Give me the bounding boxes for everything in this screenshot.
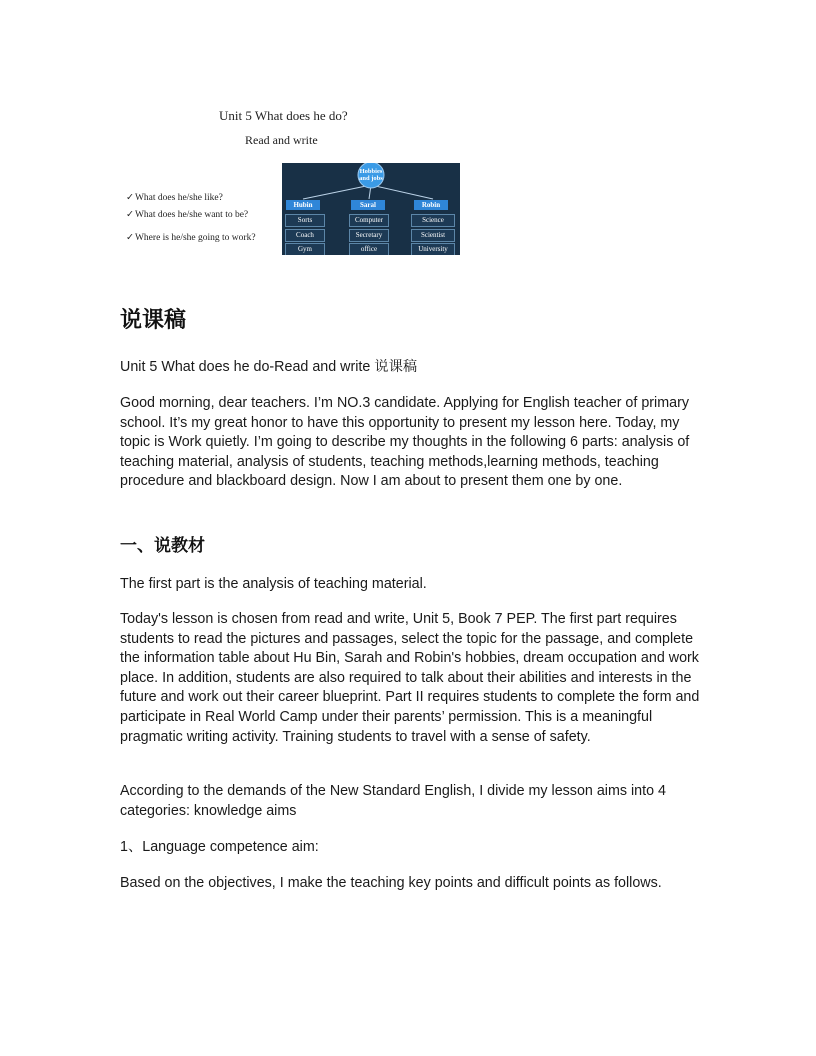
section-paragraph: The first part is the analysis of teaching material.: [120, 576, 427, 592]
figure-question: ✓What does he/she want to be?: [126, 210, 249, 220]
diagram-cell: Computer: [349, 214, 389, 227]
figure-question: ✓Where is he/she going to work?: [126, 233, 256, 243]
section-paragraph: 1、Language competence aim:: [120, 839, 319, 855]
hobbies-jobs-diagram: [282, 163, 460, 255]
check-icon: ✓: [126, 193, 134, 203]
page-heading: 说课稿: [120, 308, 187, 333]
section-paragraph: Today's lesson is chosen from read and write, Unit 5, Book 7 PEP. The first part requires students to read the pictures and passages, select the topic for the passage, and complete the information table about Hu Bin, Sarah and Robin's hobbies, dream occupation and work place. In addition, students are also required to talk about their abilities and interests in the future and work out their career blueprint. Part II requires students to complete the form and participate in Real World Camp under their parents’ permission. This is a meaningful pragmatic writing activity. Training students to travel with a sense of safety.: [120, 611, 700, 745]
section-paragraph: Based on the objectives, I make the teaching key points and difficult points as follows.: [120, 875, 662, 891]
figure-subtitle: Read and write: [245, 133, 318, 147]
diagram-cell: Secretary: [349, 229, 389, 242]
section-heading: 一、说教材: [120, 536, 205, 556]
intro-paragraph: Good morning, dear teachers. I’m NO.3 candidate. Applying for English teacher of primary school. It’s my great honor to have this opportunity to present my lesson here. Today, my topic is Work quietly. I’m going to describe my thoughts in the following 6 parts: analysis of teaching material, analysis of students, teaching methods,learning methods, teaching procedure and blackboard design. Now I am about to present them one by one.: [120, 395, 690, 490]
diagram-column-header: Robin: [414, 200, 448, 210]
document-subheading: Unit 5 What does he do-Read and write 说课稿: [120, 359, 418, 375]
check-icon: ✓: [126, 210, 134, 220]
diagram-column-header: Hubin: [286, 200, 320, 210]
figure-title: Unit 5 What does he do?: [219, 108, 348, 123]
diagram-cell: Sorts: [285, 214, 325, 227]
lesson-figure: [118, 100, 468, 260]
diagram-cell: Coach: [285, 229, 325, 242]
diagram-cell: Gym: [285, 243, 325, 255]
diagram-cell: University: [411, 243, 455, 255]
section-paragraph: According to the demands of the New Standard English, I divide my lesson aims into 4 categories: knowledge aims: [120, 783, 666, 819]
diagram-cell: Science: [411, 214, 455, 227]
check-icon: ✓: [126, 233, 134, 243]
diagram-cell: office: [349, 243, 389, 255]
figure-question: ✓What does he/she like?: [126, 193, 223, 203]
diagram-cell: Scientist: [411, 229, 455, 242]
diagram-root-label: Hobbies and jobs: [359, 168, 383, 182]
diagram-column-header: Saral: [351, 200, 385, 210]
